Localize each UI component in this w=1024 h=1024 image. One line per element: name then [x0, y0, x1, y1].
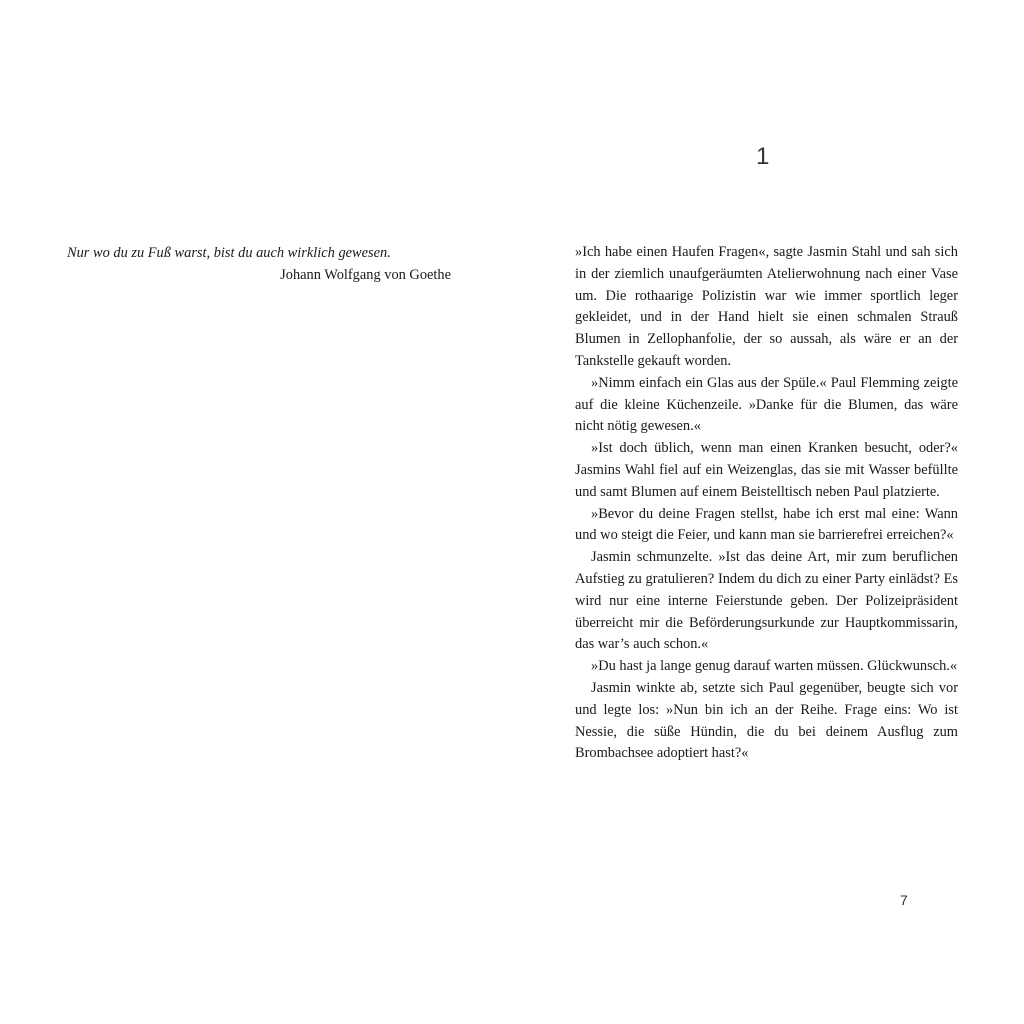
paragraph: »Ich habe einen Haufen Fragen«, sagte Jasmin Stahl und sah sich in der ziemlich unaufgeräumten Atelierwohnung nach einer Vase um. Die rothaarige Polizistin war wie immer sportlich leger gekleidet, und in der Hand hielt sie einen schmalen Strauß Blumen in Zellophanfolie, der so aussah, als wäre er an der Tankstelle gekauft worden.	[575, 244, 958, 369]
paragraph: »Du hast ja lange genug darauf warten müssen. Glückwunsch.«	[591, 658, 958, 675]
chapter-number: 1	[756, 143, 770, 170]
paragraph: Jasmin winkte ab, setzte sich Paul gegenüber, beugte sich vor und legte los: »Nun bin ich an der Reihe. Frage eins: Wo ist Nessie, die süße Hündin, die du bei deinem Ausflug zum Brombachsee adoptiert hast?«	[575, 679, 958, 762]
page-number: 7	[900, 892, 908, 908]
epigraph-quote: Nur wo du zu Fuß warst, bist du auch wirklich gewesen.	[67, 245, 391, 261]
epigraph	[67, 243, 451, 286]
paragraph: »Ist doch üblich, wenn man einen Kranken besucht, oder?« Jasmins Wahl fiel auf ein Weizenglas, das sie mit Wasser befüllte und samt Blumen auf einem Beistelltisch neben Paul platzierte.	[575, 440, 958, 500]
chapter-body-text	[575, 242, 958, 765]
epigraph-author: Johann Wolfgang von Goethe	[280, 266, 451, 283]
paragraph: »Nimm einfach ein Glas aus der Spüle.« Paul Flemming zeigte auf die kleine Küchenzeile. »Danke für die Blumen, das wäre nicht nötig gewesen.«	[575, 374, 958, 435]
paragraph: »Bevor du deine Fragen stellst, habe ich erst mal eine: Wann und wo steigt die Feier, und kann man sie barrierefrei erreichen?«	[575, 505, 958, 544]
right-page	[512, 0, 1024, 1024]
paragraph: Jasmin schmunzelte. »Ist das deine Art, mir zum beruflichen Aufstieg zu gratulieren? Indem du dich zu einer Party einlädst? Es wird nur eine interne Feierstunde geben. Der Polizeipräsident überreicht mir die Beförderungsurkunde zur Hauptkommissarin, das war’s auch schon.«	[575, 549, 958, 653]
